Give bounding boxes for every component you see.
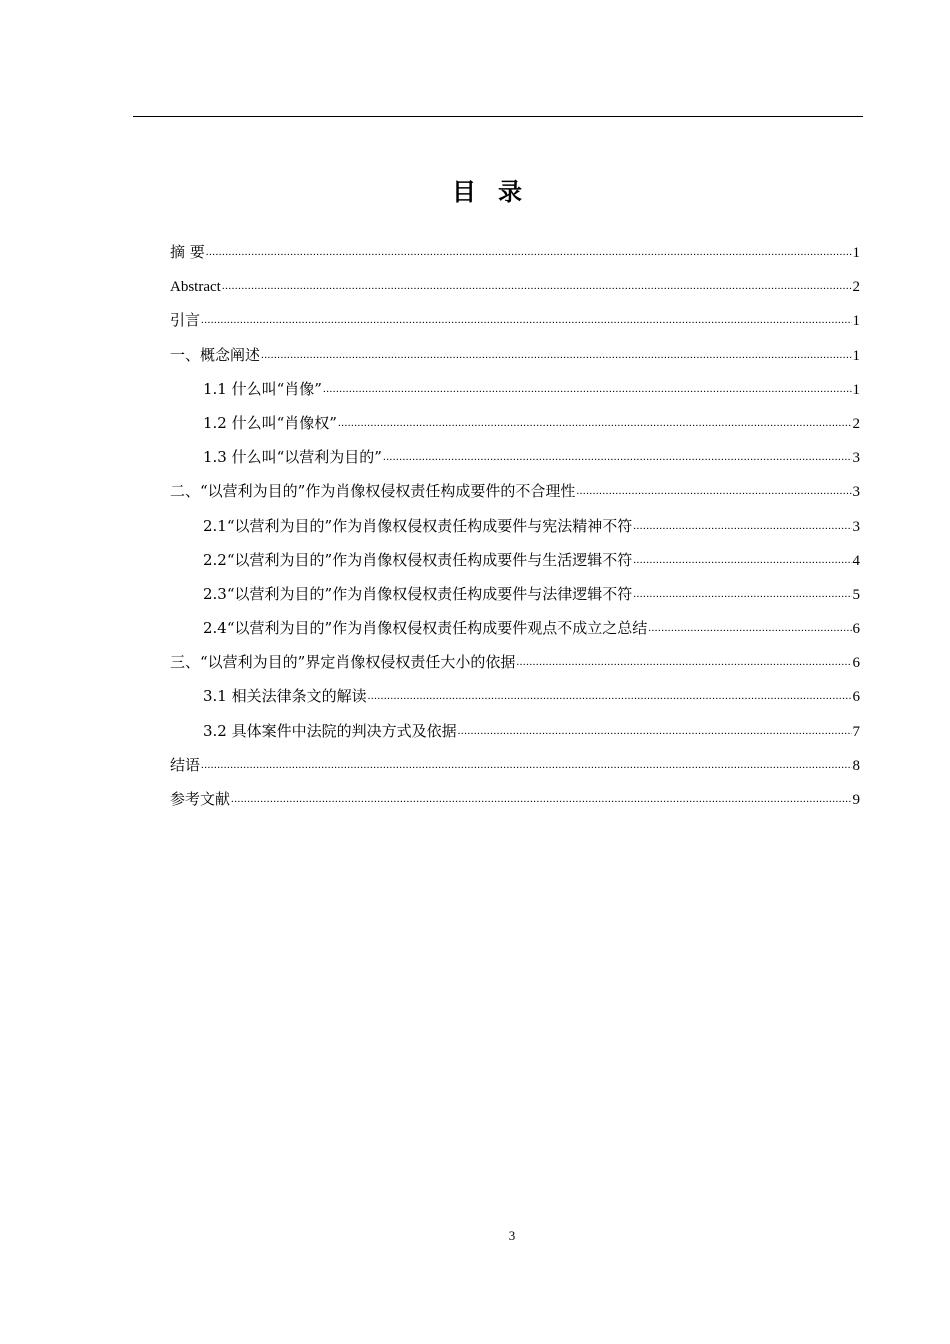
toc-entry-page: 7 <box>852 723 860 740</box>
toc-entry-page: 2 <box>852 279 860 296</box>
toc-dot-leader <box>633 512 851 538</box>
toc-entry-conclusion[interactable] <box>170 753 860 787</box>
toc-entry-page: 3 <box>852 518 860 535</box>
toc-entry-page: 4 <box>852 552 860 569</box>
toc-entry-page: 3 <box>852 484 860 501</box>
toc-dot-leader <box>458 717 852 743</box>
toc-entry-page: 2 <box>852 415 860 432</box>
toc-entry-page: 6 <box>852 655 860 672</box>
toc-entry-label: 参考文献 <box>170 790 231 808</box>
toc-entry-label: 2.1“以营利为目的”作为肖像权侵权责任构成要件与宪法精神不符 <box>203 516 633 535</box>
toc-entry-section-1-1[interactable] <box>170 377 860 411</box>
toc-dot-leader <box>206 238 852 264</box>
toc-dot-leader <box>231 785 851 811</box>
toc-entry-section-3-2[interactable] <box>170 719 860 753</box>
toc-entry-chapter-2[interactable] <box>170 479 860 513</box>
toc-entry-chapter-3[interactable] <box>170 650 860 684</box>
header-rule <box>133 116 863 117</box>
toc-entry-chapter-1[interactable] <box>170 343 860 377</box>
toc-entry-label: 结语 <box>170 755 201 774</box>
toc-entry-label: 3.1 相关法律条文的解读 <box>203 687 367 706</box>
toc-dot-leader <box>323 375 852 401</box>
toc-entry-label: 引言 <box>170 311 201 330</box>
toc-dot-leader <box>201 751 851 777</box>
toc-entry-section-2-2[interactable] <box>170 548 860 582</box>
toc-entry-page: 1 <box>852 245 860 261</box>
toc-dot-leader <box>633 580 851 606</box>
toc-entry-label: 2.4“以营利为目的”作为肖像权侵权责任构成要件观点不成立之总结 <box>203 619 648 638</box>
toc-dot-leader <box>338 409 852 435</box>
toc-entry-label: 1.3 什么叫“以营利为目的” <box>203 448 382 467</box>
toc-entry-label: 二、“以营利为目的”作为肖像权侵权责任构成要件的不合理性 <box>170 482 576 501</box>
toc-entry-label: 2.2“以营利为目的”作为肖像权侵权责任构成要件与生活逻辑不符 <box>203 550 633 569</box>
toc-entry-page: 1 <box>852 347 860 364</box>
toc-entry-page: 8 <box>852 757 860 774</box>
toc-entry-label: 2.3“以营利为目的”作为肖像权侵权责任构成要件与法律逻辑不符 <box>203 584 633 603</box>
toc-dot-leader <box>222 272 852 298</box>
toc-entry-section-2-3[interactable] <box>170 582 860 616</box>
toc-entry-section-3-1[interactable] <box>170 684 860 718</box>
toc-dot-leader <box>383 443 852 469</box>
toc-dot-leader <box>516 648 851 674</box>
toc-entry-label: 1.2 什么叫“肖像权” <box>203 413 337 432</box>
toc-entry-section-1-3[interactable] <box>170 445 860 479</box>
toc-entry-page: 5 <box>852 586 860 603</box>
toc-entry-label: 摘 要 <box>170 243 205 261</box>
toc-entry-label: 1.1 什么叫“肖像” <box>203 379 322 398</box>
toc-entry-label: 三、“以营利为目的”界定肖像权侵权责任大小的依据 <box>170 653 516 672</box>
toc-entry-page: 9 <box>852 792 860 808</box>
toc-dot-leader <box>368 682 852 708</box>
table-of-contents <box>170 240 860 821</box>
page-number: 3 <box>508 1228 516 1243</box>
toc-entry-label: 一、概念阐述 <box>170 345 261 364</box>
toc-entry-page: 6 <box>852 689 860 706</box>
toc-entry-abstract-en[interactable] <box>170 274 860 308</box>
toc-entry-page: 3 <box>852 450 860 467</box>
toc-entry-section-2-1[interactable] <box>170 514 860 548</box>
toc-dot-leader <box>201 306 851 332</box>
toc-entry-introduction[interactable] <box>170 308 860 342</box>
toc-entry-page: 1 <box>852 381 860 398</box>
toc-entry-label: 3.2 具体案件中法院的判决方式及依据 <box>203 721 457 740</box>
toc-dot-leader <box>633 546 851 572</box>
toc-dot-leader <box>261 341 851 367</box>
toc-entry-page: 1 <box>852 313 860 330</box>
toc-entry-page: 6 <box>852 621 860 638</box>
toc-entry-references[interactable] <box>170 787 860 821</box>
toc-entry-abstract-cn[interactable] <box>170 240 860 274</box>
toc-dot-leader <box>576 477 851 503</box>
toc-dot-leader <box>648 614 851 640</box>
toc-entry-label: Abstract <box>170 279 221 296</box>
toc-entry-section-1-2[interactable] <box>170 411 860 445</box>
toc-entry-section-2-4[interactable] <box>170 616 860 650</box>
toc-title: 目录 <box>452 178 544 206</box>
